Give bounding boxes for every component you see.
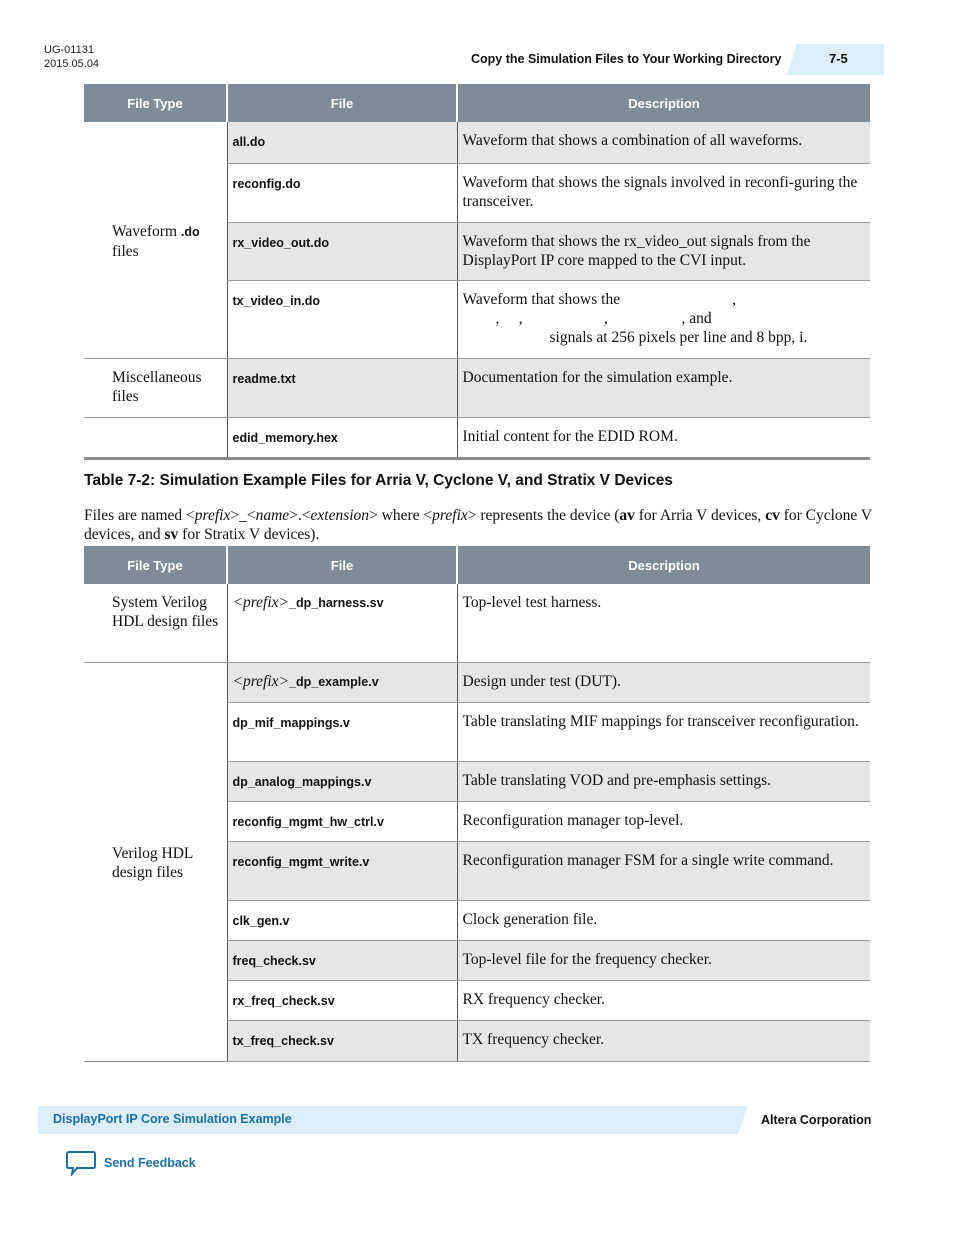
prefix-gt: > — [278, 672, 290, 690]
table-simulation-files — [84, 546, 870, 1062]
file-cell — [227, 662, 457, 702]
intro-text: > where < — [369, 507, 433, 524]
file-name: _dp_example.v — [289, 674, 379, 689]
desc-cell — [457, 280, 870, 358]
page-tab-notch — [787, 44, 797, 75]
file-type-suffix: files — [112, 242, 139, 260]
file-type-cell — [84, 122, 227, 358]
file-name: _dp_harness.sv — [289, 596, 384, 610]
intro-text: >.< — [289, 507, 311, 524]
prefix-gt: > — [278, 594, 290, 611]
file-cell — [227, 584, 457, 662]
file-cell: tx_video_in.do — [227, 280, 457, 358]
desc-cell: Clock generation file. — [457, 900, 870, 940]
doc-date: 2015.05.04 — [44, 58, 100, 70]
file-cell: reconfig.do — [227, 163, 457, 222]
file-cell: reconfig_mgmt_write.v — [227, 841, 457, 900]
file-type-cell: System Verilog HDL design files — [84, 584, 227, 662]
file-type-cell: Miscellaneous files — [84, 358, 227, 417]
file-cell: edid_memory.hex — [227, 417, 457, 457]
send-feedback-link[interactable] — [66, 1150, 196, 1176]
header-file-type: File Type — [84, 546, 227, 584]
table-waveform-files — [84, 84, 870, 458]
intro-paragraph — [84, 506, 874, 544]
file-cell: clk_gen.v — [227, 900, 457, 940]
intro-prefix: prefix — [432, 507, 468, 524]
desc-cell: Top-level file for the frequency checker. — [457, 940, 870, 980]
header-file-type: File Type — [84, 84, 227, 122]
file-type-label: Waveform — [112, 222, 178, 240]
desc-cell: TX frequency checker. — [457, 1020, 870, 1061]
doc-id: UG-01131 — [44, 44, 94, 56]
file-cell: readme.txt — [227, 358, 457, 417]
prefix-placeholder: prefix — [242, 594, 279, 611]
table-row — [84, 662, 870, 702]
prefix-placeholder: prefix — [242, 672, 279, 690]
footer-company: Altera Corporation — [761, 1113, 872, 1127]
intro-prefix: prefix — [194, 507, 231, 524]
desc-line: , , , , and — [495, 309, 712, 327]
header-description: Description — [457, 84, 870, 122]
table-row — [84, 417, 870, 457]
intro-text: for Arria V devices, — [634, 507, 766, 524]
file-cell: reconfig_mgmt_hw_ctrl.v — [227, 801, 457, 841]
file-cell: tx_freq_check.sv — [227, 1020, 457, 1061]
file-cell: freq_check.sv — [227, 940, 457, 980]
file-cell: dp_mif_mappings.v — [227, 702, 457, 761]
prefix-lt: < — [232, 594, 243, 611]
desc-punct: , — [732, 290, 736, 308]
intro-text: for Cyclone V devices, and — [84, 507, 872, 543]
desc-cell: Waveform that shows a combination of all waveforms. — [457, 122, 870, 163]
section-title: Copy the Simulation Files to Your Working Directory — [471, 52, 782, 66]
file-cell: rx_video_out.do — [227, 222, 457, 280]
table-caption: Table 7-2: Simulation Example Files for Arria V, Cyclone V, and Stratix V Devices — [84, 472, 673, 489]
file-ext: .do — [180, 224, 200, 239]
header-file: File — [227, 84, 457, 122]
desc-cell: Waveform that shows the rx_video_out signals from the DisplayPort IP core mapped to the CVI input. — [457, 222, 870, 280]
desc-cell: Reconfiguration manager top-level. — [457, 801, 870, 841]
table-row — [84, 358, 870, 417]
page-number: 7-5 — [797, 44, 884, 75]
prefix-lt: < — [232, 672, 243, 690]
desc-line: Waveform that shows the — [462, 290, 621, 308]
intro-av: av — [619, 507, 635, 524]
desc-line: signals at 256 pixels per line and 8 bpp, i. — [549, 328, 808, 346]
intro-cv: cv — [765, 507, 780, 524]
table-row — [84, 584, 870, 662]
file-cell: dp_analog_mappings.v — [227, 761, 457, 801]
table-row — [84, 122, 870, 163]
send-feedback-label: Send Feedback — [104, 1156, 196, 1170]
desc-cell: Top-level test harness. — [457, 584, 870, 662]
intro-sv: sv — [164, 526, 179, 543]
desc-cell: Table translating MIF mappings for transceiver reconfiguration. — [457, 702, 870, 761]
file-cell: all.do — [227, 122, 457, 163]
table-header-row — [84, 84, 870, 122]
desc-cell: Design under test (DUT). — [457, 662, 870, 702]
table-header-row — [84, 546, 870, 584]
desc-cell: Table translating VOD and pre-emphasis settings. — [457, 761, 870, 801]
table-end-rule — [84, 457, 870, 460]
intro-text: for Stratix V devices). — [178, 526, 320, 543]
intro-name: name — [255, 507, 290, 524]
footer-chapter-link[interactable]: DisplayPort IP Core Simulation Example — [53, 1112, 292, 1126]
file-cell: rx_freq_check.sv — [227, 980, 457, 1020]
feedback-bubble-icon — [66, 1150, 96, 1176]
intro-text: >_< — [230, 507, 256, 524]
header-description: Description — [457, 546, 870, 584]
header-file: File — [227, 546, 457, 584]
desc-cell: Initial content for the EDID ROM. — [457, 417, 870, 457]
file-type-cell: Verilog HDL design files — [84, 662, 227, 1061]
desc-cell: RX frequency checker. — [457, 980, 870, 1020]
footer-notch — [738, 1106, 748, 1134]
desc-cell: Documentation for the simulation example. — [457, 358, 870, 417]
intro-extension: extension — [310, 507, 370, 524]
intro-text: > represents the device ( — [467, 507, 620, 524]
intro-text: Files are named < — [84, 507, 195, 524]
desc-cell: Reconfiguration manager FSM for a single write command. — [457, 841, 870, 900]
doc-meta — [44, 43, 99, 71]
desc-cell: Waveform that shows the signals involved in reconfi-guring the transceiver. — [457, 163, 870, 222]
file-type-cell — [84, 417, 227, 457]
